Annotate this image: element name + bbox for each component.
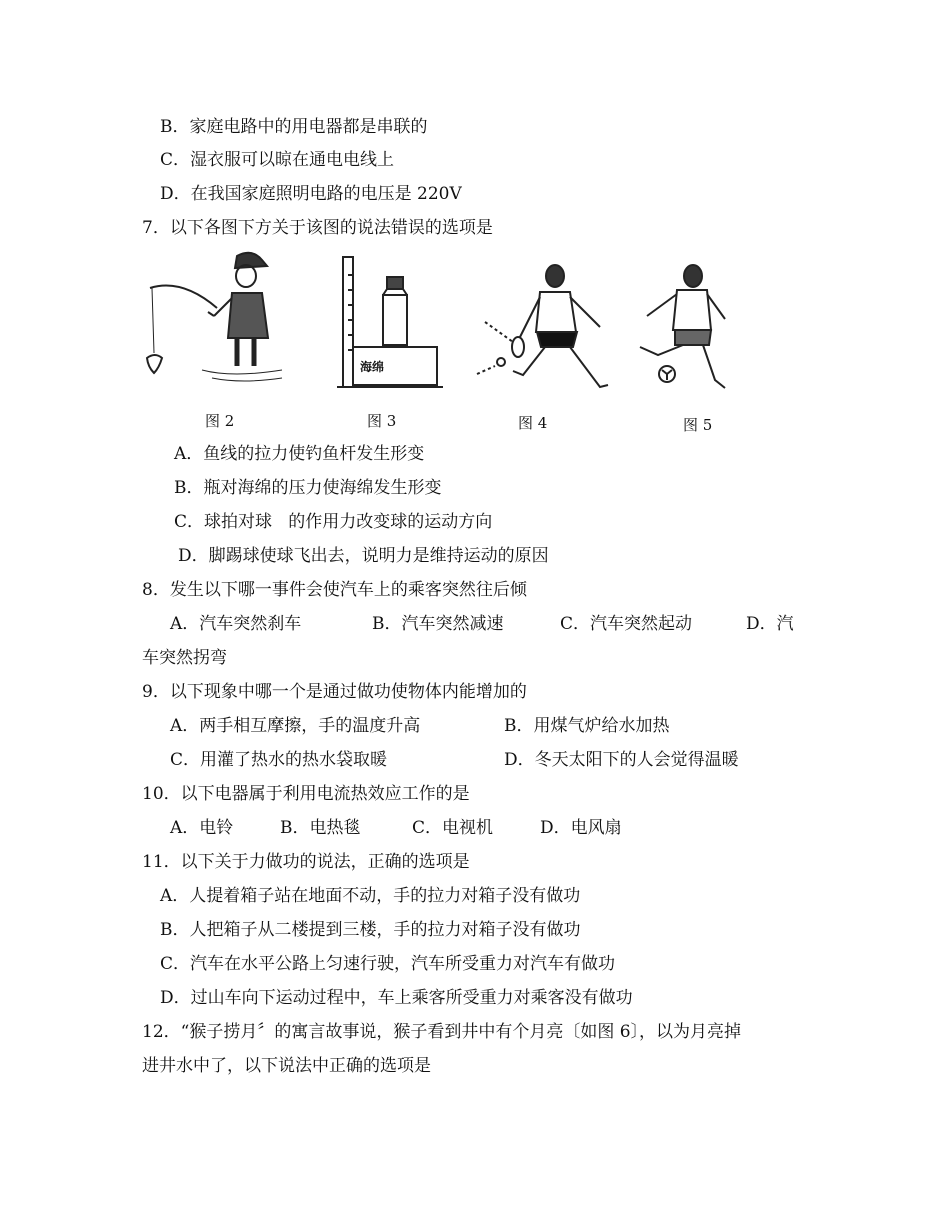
q10-option-a: A．电铃 [170, 818, 234, 838]
q11-option-c: C．汽车在水平公路上匀速行驶，汽车所受重力对汽车有做功 [160, 954, 616, 974]
q8-option-a: A．汽车突然刹车 [170, 614, 302, 634]
q10-option-b: B．电热毯 [280, 818, 361, 838]
figure-2-caption: 图 2 [205, 412, 235, 430]
q12-stem-line1: 12．“猴子捞月〞的寓言故事说，猴子看到井中有个月亮〔如图 6〕，以为月亮掉 [142, 1022, 742, 1042]
q7-option-c: C．球拍对球 的作用力改变球的运动方向 [174, 512, 493, 532]
q11-option-d: D．过山车向下运动过程中，车上乘客所受重力对乘客没有做功 [160, 988, 633, 1008]
q11-option-b: B．人把箱子从二楼提到三楼，手的拉力对箱子没有做功 [160, 920, 581, 940]
q9-option-b: B．用煤气炉给水加热 [504, 716, 670, 736]
figure-4-caption: 图 4 [518, 414, 548, 432]
soccer-player-figure [635, 262, 735, 402]
q11-option-a: A．人提着箱子站在地面不动，手的拉力对箱子没有做功 [160, 886, 581, 906]
figure-3-caption: 图 3 [367, 412, 397, 430]
fisherman-figure [142, 248, 292, 403]
figure-5-caption: 图 5 [683, 416, 713, 434]
q6-option-c: C．湿衣服可以晾在通电电线上 [160, 150, 395, 170]
q8-option-d-cont: 车突然拐弯 [142, 648, 227, 668]
q6-option-b: B．家庭电路中的用电器都是串联的 [160, 117, 428, 137]
q6-option-d: D．在我国家庭照明电路的电压是 220V [160, 184, 462, 204]
q7-stem: 7．以下各图下方关于该图的说法错误的选项是 [142, 218, 493, 238]
q8-option-c: C．汽车突然起动 [560, 614, 693, 634]
q7-option-d: D．脚踢球使球飞出去，说明力是维持运动的原因 [178, 546, 549, 566]
q8-stem: 8．发生以下哪一事件会使汽车上的乘客突然往后倾 [142, 580, 527, 600]
q9-option-c: C．用灌了热水的热水袋取暖 [170, 750, 388, 770]
q10-option-d: D．电风扇 [540, 818, 622, 838]
q9-stem: 9．以下现象中哪一个是通过做功使物体内能增加的 [142, 682, 527, 702]
q10-stem: 10．以下电器属于利用电流热效应工作的是 [142, 784, 470, 804]
q8-option-d: D．汽 [746, 614, 794, 634]
q12-stem-line2: 进井水中了，以下说法中正确的选项是 [142, 1056, 431, 1076]
q7-option-b: B．瓶对海绵的压力使海绵发生形变 [174, 478, 442, 498]
q11-stem: 11．以下关于力做功的说法，正确的选项是 [142, 852, 470, 872]
badminton-player-figure [475, 262, 615, 402]
q10-option-c: C．电视机 [412, 818, 494, 838]
q8-option-b: B．汽车突然减速 [372, 614, 504, 634]
sponge-label: 海绵 [360, 360, 385, 374]
bottle-on-sponge-figure [335, 255, 445, 390]
q7-option-a: A．鱼线的拉力使钓鱼杆发生形变 [174, 444, 425, 464]
q9-option-d: D．冬天太阳下的人会觉得温暖 [504, 750, 739, 770]
q9-option-a: A．两手相互摩擦，手的温度升高 [170, 716, 421, 736]
